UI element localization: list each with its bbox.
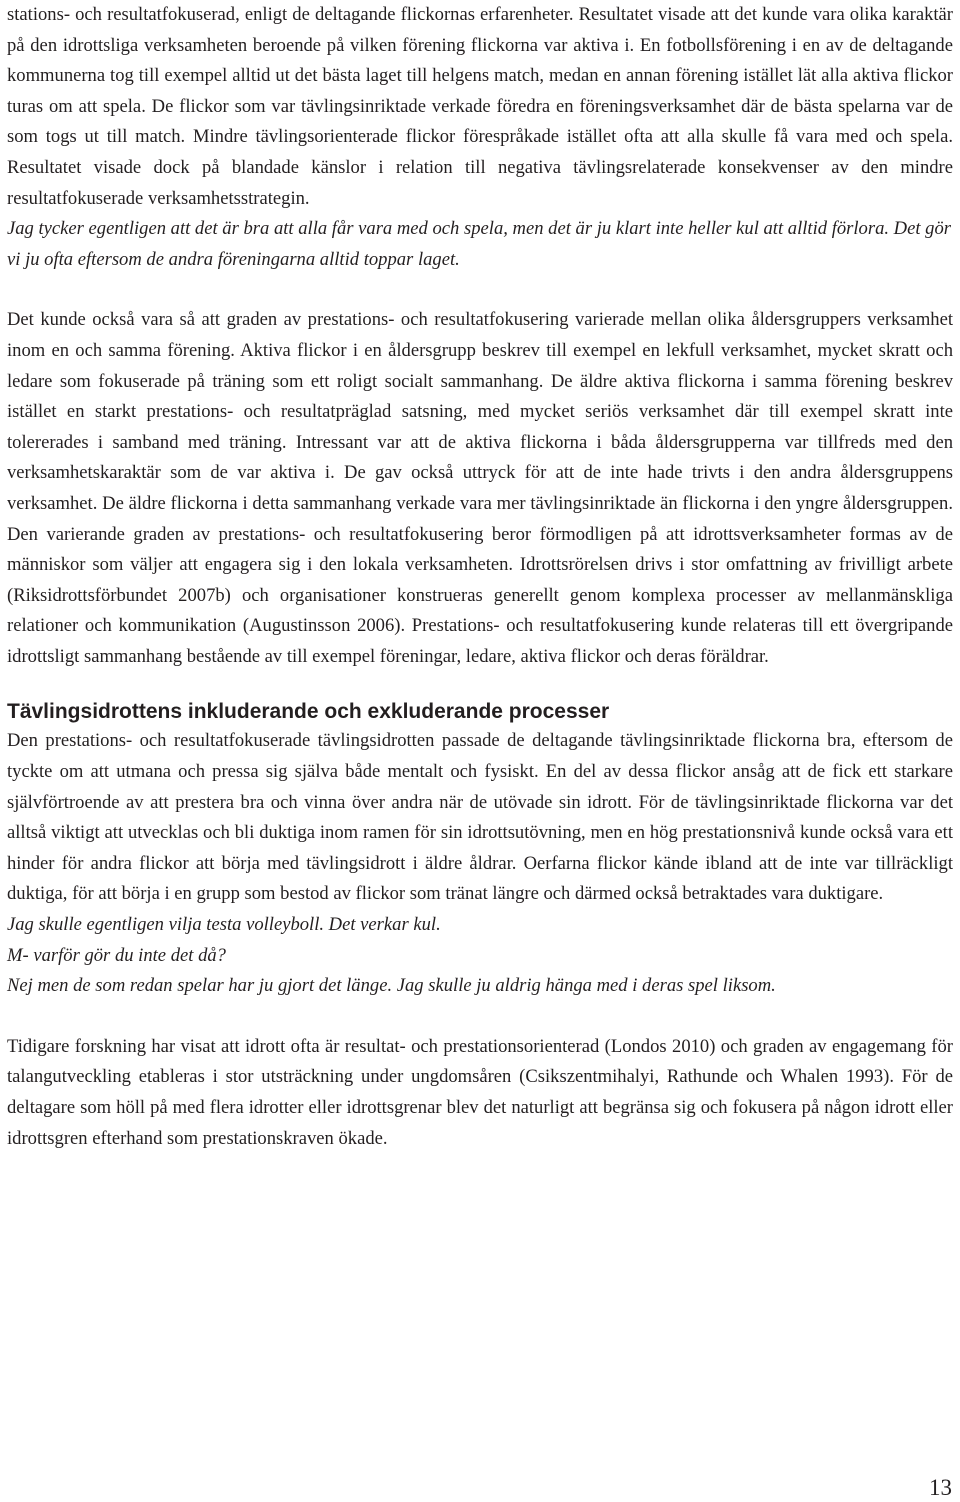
body-paragraph-1: stations- och resultatfokuserad, enligt de deltagande flickornas erfarenheter. Resultatet visade att det kunde vara olika karaktär på den idrottsliga verksamheten beroende på vilken förening flickorna var aktiva i. En fotbollsförening i en av de deltagande kommunerna tog till exempel alltid ut det bästa laget till helgens match, medan en annan förening istället lät alla aktiva flickor turas om att spela. De flickor som var tävlingsinriktade verkade föredra en föreningsverksamhet där de bästa spelarna var de som togs ut till match. Mindre tävlingsorienterade flickor förespråkade istället ofta att alla skulle få vara med och spela. Resultatet visade dock på blandade känslor i relation till negativa tävlingsrelaterade konsekvenser av den mindre resultatfokuserade verksamhetsstrategin. [7, 4, 953, 209]
section-heading: Tävlingsidrottens inkluderande och exkluderande processer [7, 700, 610, 724]
page-number: 13 [929, 1475, 952, 1500]
quote-line-2: M- varför gör du inte det då? [7, 944, 226, 966]
interview-quote-1: Jag tycker egentligen att det är bra att alla får vara med och spela, men det är ju klart inte heller kul att alltid förlora. Det gör vi ju ofta eftersom de andra föreningarna alltid toppar laget. [7, 218, 952, 270]
body-paragraph-4: Tidigare forskning har visat att idrott ofta är resultat- och prestationsorienterad (Londos 2010) och graden av engagemang för talangutveckling etableras i stor utsträckning under ungdomsåren (Csikszentmihalyi, Rathunde och Whalen 1993). För de deltagare som höll på med flera idrotter eller idrottsgrenar blev det naturligt att begränsa sig och fokusera på någon idrott eller idrottsgren efterhand som prestationskraven ökade. [7, 1035, 953, 1149]
quote-line-1: Jag skulle egentligen vilja testa volleyboll. Det verkar kul. [7, 914, 441, 936]
quote-line-3: Nej men de som redan spelar har ju gjort det länge. Jag skulle ju aldrig hänga med i deras spel liksom. [7, 975, 776, 997]
interview-quote-2 [7, 910, 953, 1002]
document-page [7, 0, 953, 1154]
body-paragraph-3: Den prestations- och resultatfokuserade tävlingsidrotten passade de deltagande tävlingsinriktade flickorna bra, eftersom de tyckte om att utmana och pressa sig själva både mentalt och fysiskt. En del av dessa flickor ansåg att de fick ett starkare självförtroende av att prestera bra och vinna över andra när de utövade sin idrott. För de tävlingsinriktade flickorna var det alltså viktigt att utvecklas och bli duktiga inom ramen för sin idrottsutövning, men en hög prestationsnivå kunde också vara ett hinder för andra flickor att börja med tävlingsidrott i äldre åldrar. Oerfarna flickor kände ibland att de inte var tillräckligt duktiga, för att börja i en grupp som bestod av flickor som tränat längre och därmed också betraktades vara duktigare. [7, 730, 953, 905]
body-paragraph-2: Det kunde också vara så att graden av prestations- och resultatfokusering varierade mellan olika åldersgruppers verksamhet inom en och samma förening. Aktiva flickor i en åldersgrupp beskrev till exempel en lekfull verksamhet, mycket skratt och ledare som fokuserade på träning som ett roligt socialt sammanhang. De äldre aktiva flickorna i samma förening beskrev istället en starkt prestations- och resultatpräglad satsning, med mycket seriös verksamhet där till exempel skratt inte tolererades i samband med träning. Intressant var att de aktiva flickorna i båda åldersgrupperna var tillfreds med den verksamhetskaraktär som de var aktiva i. De gav också uttryck för att de inte hade trivts i den andra åldersgruppens verksamhet. De äldre flickorna i detta sammanhang verkade vara mer tävlingsinriktade än flickorna i den yngre åldersgruppen. Den varierande graden av prestations- och resultatfokusering beror förmodligen på att idrottsverksamheter formas av de människor som väljer att engagera sig i den lokala verksamheten. Idrottsrörelsen drivs i stor omfattning av frivilligt arbete (Riksidrottsförbundet 2007b) och organisationer konstrueras generellt genom komplexa processer av mellanmänskliga relationer och kommunikation (Augustinsson 2006). Prestations- och resultatfokusering kunde relateras till ett övergripande idrottsligt sammanhang bestående av till exempel föreningar, ledare, aktiva flickor och deras föräldrar. [7, 309, 953, 667]
